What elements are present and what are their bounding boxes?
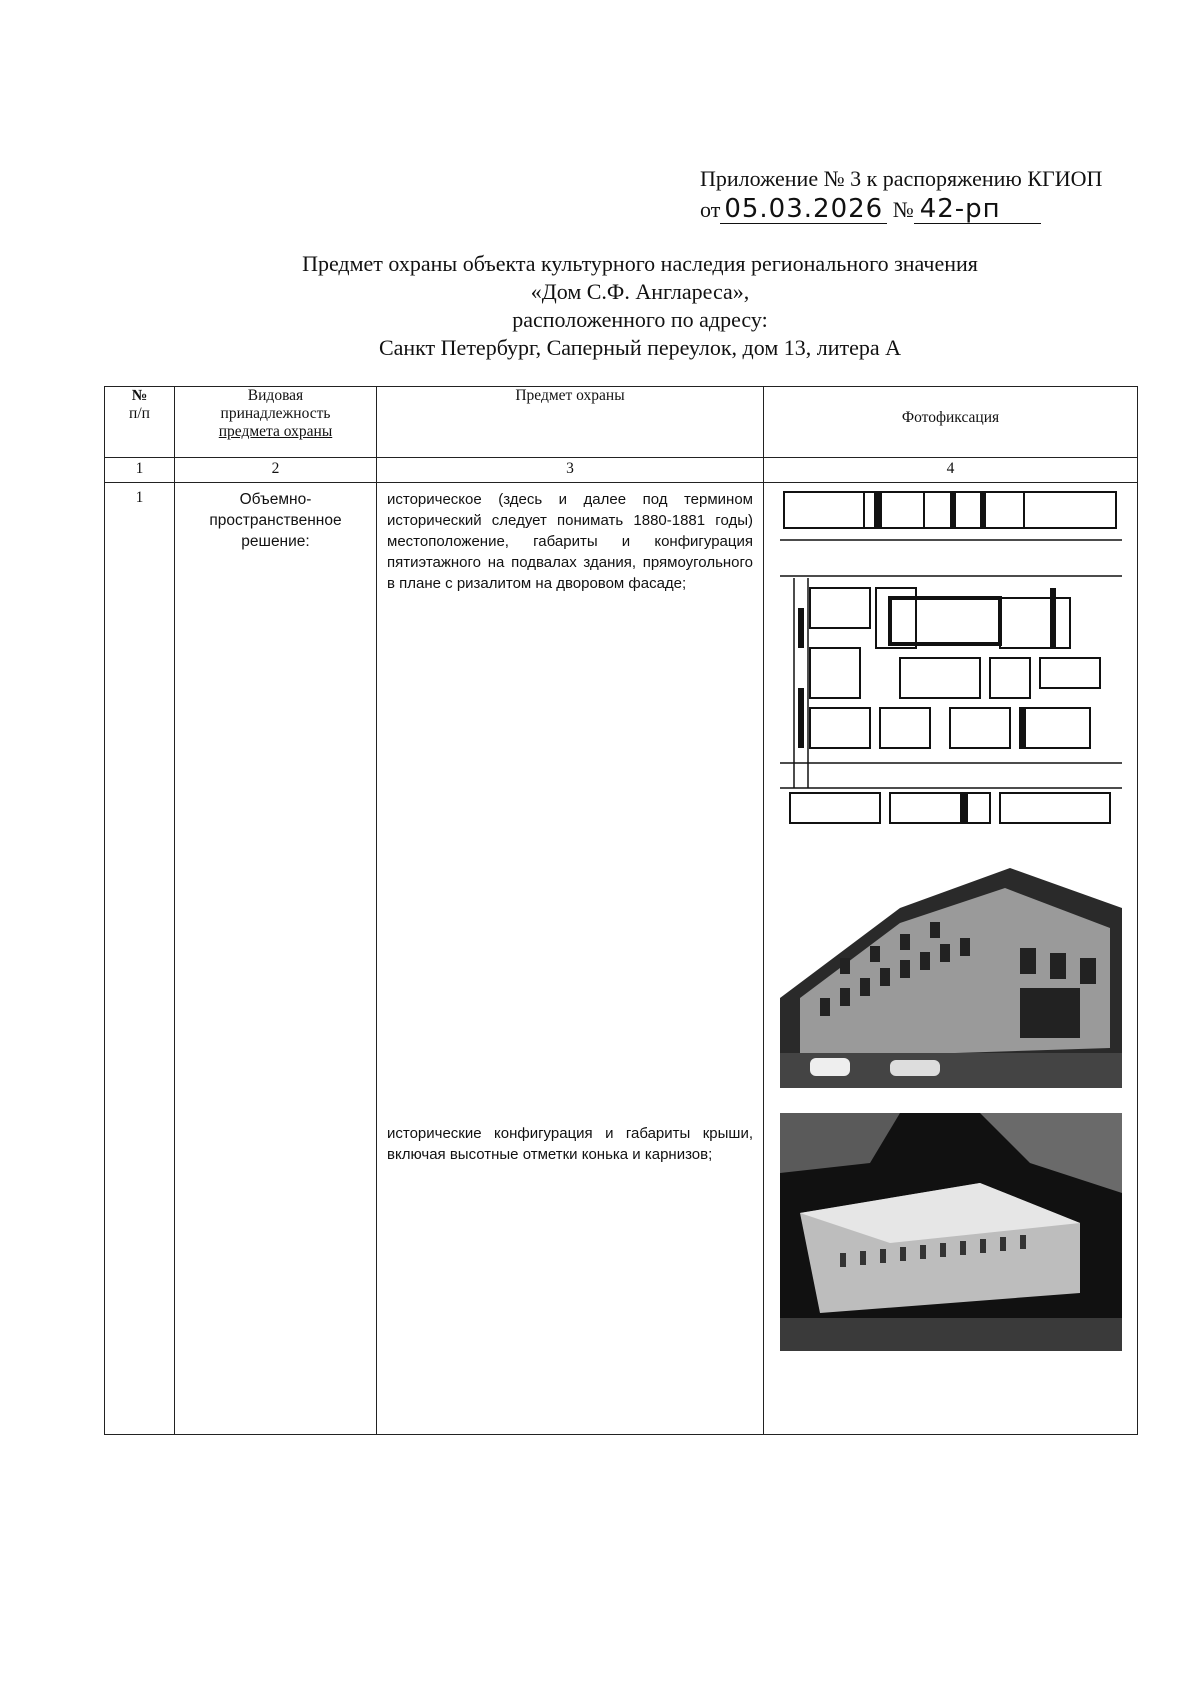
header-photo: Фотофиксация xyxy=(764,387,1138,458)
table-header-row xyxy=(105,387,1138,458)
title-line-4: Санкт Петербург, Саперный переулок, дом 13, литера А xyxy=(378,335,902,360)
title-line-1: Предмет охраны объекта культурного наследия регионального значения xyxy=(302,251,978,276)
appendix-title: Приложение № 3 к распоряжению КГИОП xyxy=(700,166,1103,191)
header-kind-line-1: Видовая xyxy=(247,387,304,404)
order-number: 42-рп xyxy=(914,195,1041,224)
header-number xyxy=(105,387,175,458)
column-number-3: 3 xyxy=(377,458,764,483)
row-photo xyxy=(764,483,1138,1435)
facade-photo-image xyxy=(780,848,1122,1088)
map-drawing xyxy=(780,488,1122,828)
row-kind-line-3: решение: xyxy=(241,533,310,550)
facade-photo xyxy=(780,848,1122,1088)
roof-aerial-photo xyxy=(780,1113,1122,1351)
subject-paragraph-2: исторические конфигурация и габариты крыши, включая высотные отметки конька и карнизов; xyxy=(387,1125,753,1163)
header-kind-line-3: предмета охраны xyxy=(218,423,333,440)
appendix-date-line xyxy=(700,195,1150,231)
title-line-3: расположенного по адресу: xyxy=(512,307,768,332)
header-kind xyxy=(175,387,377,458)
subject-paragraph-1: историческое (здесь и далее под термином исторический следует понимать 1880-1881 годы) местоположение, габариты и конфигурация пятиэтажного на подвалах здания, прямоугольного в плане с ризалитом на дворовом фасаде; xyxy=(387,491,753,592)
document-title xyxy=(150,250,1130,362)
header-number-line-2: п/п xyxy=(129,405,150,422)
column-numbers-row xyxy=(105,458,1138,483)
table-row xyxy=(105,483,1138,1435)
column-number-4: 4 xyxy=(764,458,1138,483)
row-kind xyxy=(175,483,377,1435)
header-number-line-1: № xyxy=(131,387,148,404)
row-kind-line-1: Объемно- xyxy=(239,491,312,508)
column-number-2: 2 xyxy=(175,458,377,483)
date-prefix: от xyxy=(700,197,721,222)
row-number: 1 xyxy=(105,483,175,1435)
number-label: № xyxy=(892,197,914,222)
roof-aerial-photo-image xyxy=(780,1113,1122,1351)
header-subject: Предмет охраны xyxy=(377,387,764,458)
title-line-2: «Дом С.Ф. Англареса», xyxy=(530,279,750,304)
row-subject xyxy=(377,483,764,1435)
protection-table xyxy=(104,386,1138,1435)
column-number-1: 1 xyxy=(105,458,175,483)
row-kind-line-2: пространственное xyxy=(209,512,342,529)
cadastral-map xyxy=(780,488,1122,828)
header-kind-line-2: принадлежность xyxy=(220,405,331,422)
appendix-header xyxy=(700,165,1150,231)
order-date: 05.03.2026 xyxy=(720,195,887,224)
